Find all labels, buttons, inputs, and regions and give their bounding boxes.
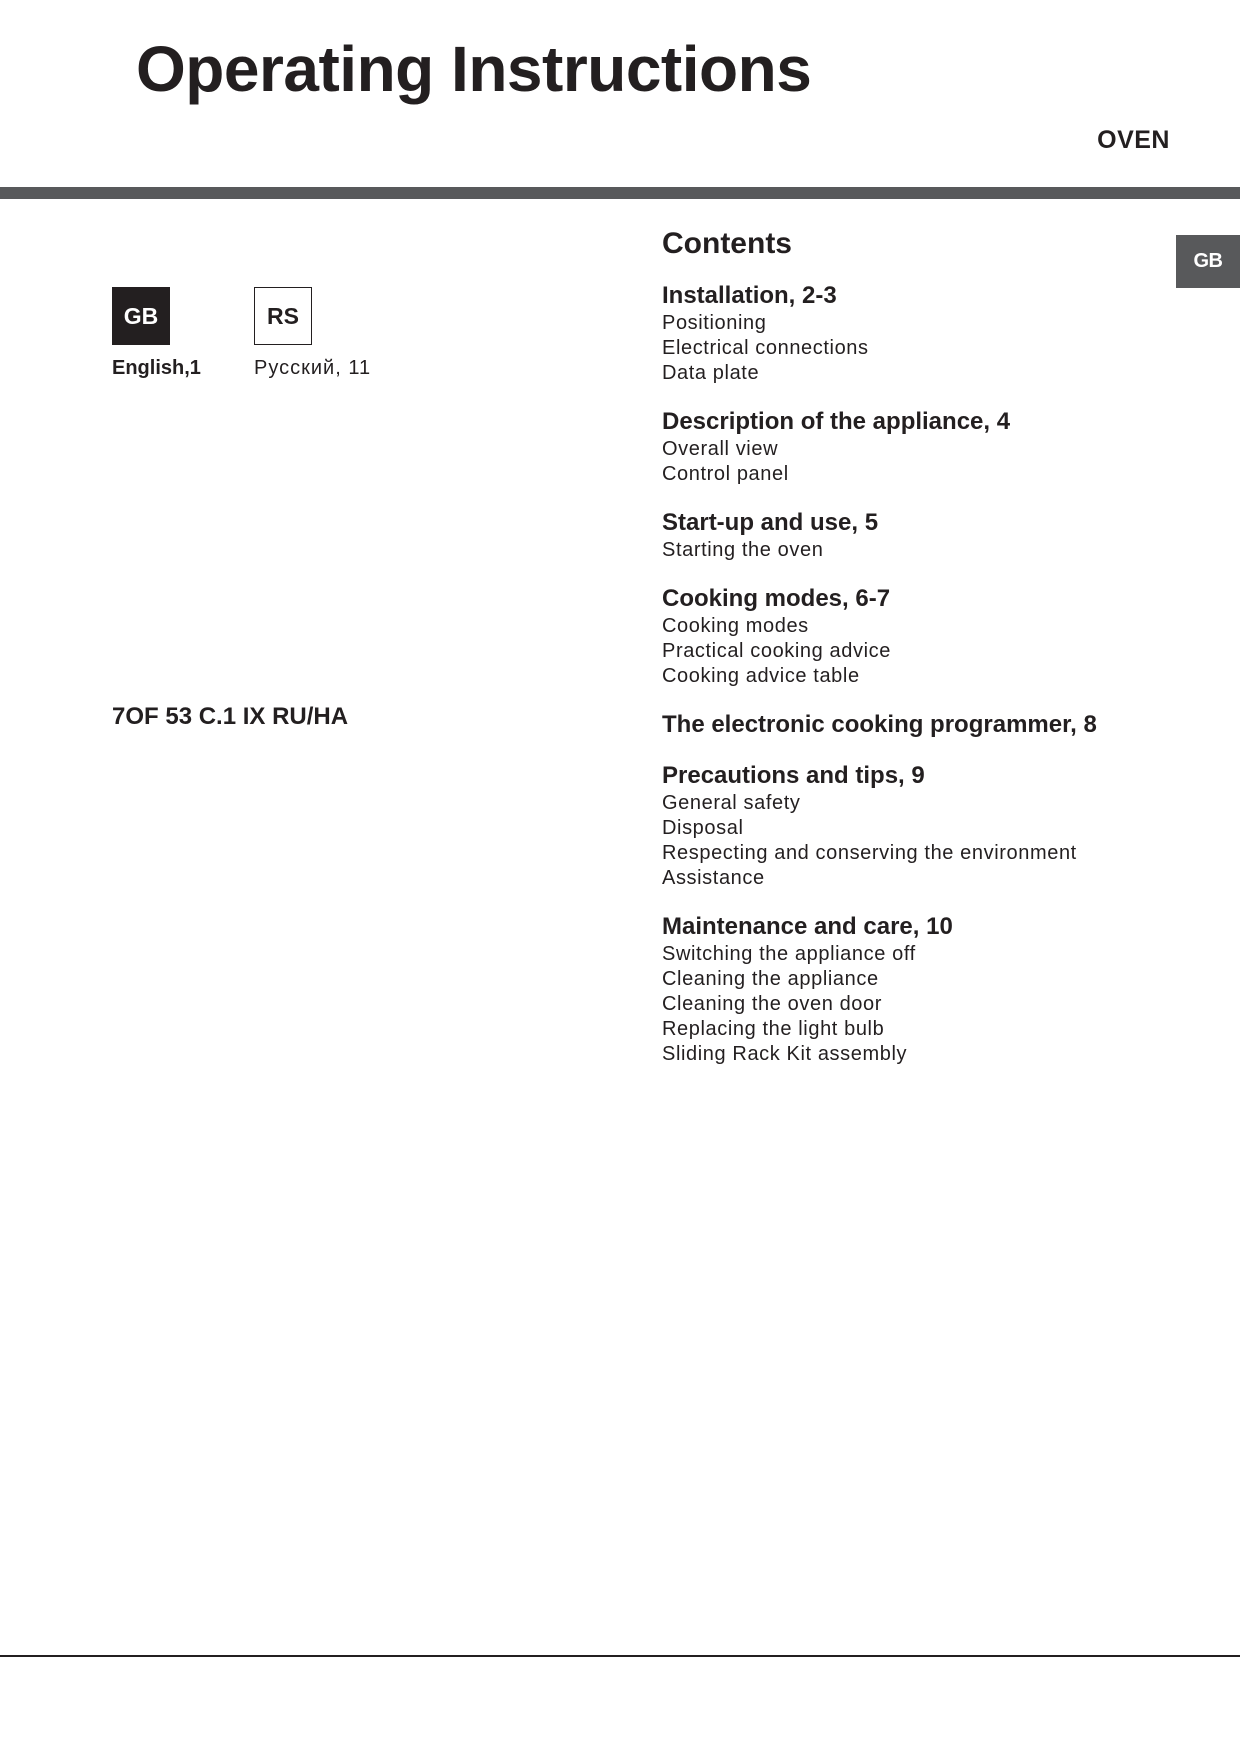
toc-section	[662, 281, 1162, 386]
header-divider	[0, 187, 1240, 199]
toc-subitem[interactable]: Control panel	[662, 463, 789, 485]
toc-subitem[interactable]: Cleaning the appliance	[662, 968, 879, 990]
language-label: English,1	[112, 357, 201, 379]
toc-subitem[interactable]: Disposal	[662, 817, 744, 839]
language-side-tab: GB	[1176, 235, 1240, 288]
toc-subitem[interactable]: Sliding Rack Kit assembly	[662, 1043, 908, 1065]
toc-subitem[interactable]: Cleaning the oven door	[662, 993, 883, 1015]
toc-section-title[interactable]: Start-up and use, 5	[662, 509, 879, 536]
toc-section	[662, 584, 1162, 689]
toc-section	[662, 761, 1162, 891]
toc-section	[662, 508, 1162, 563]
toc-section-title[interactable]: The electronic cooking programmer, 8	[662, 711, 1097, 738]
toc-subitem[interactable]: General safety	[662, 792, 801, 814]
toc-section-title[interactable]: Cooking modes, 6-7	[662, 585, 891, 612]
toc-section	[662, 407, 1162, 487]
toc-subitem[interactable]: Cooking modes	[662, 615, 809, 637]
toc-sections	[662, 281, 1162, 1067]
toc-section-title[interactable]: Precautions and tips, 9	[662, 762, 925, 789]
toc-subitem[interactable]: Practical cooking advice	[662, 640, 891, 662]
toc-section-title[interactable]: Maintenance and care, 10	[662, 913, 953, 940]
toc-section-title[interactable]: Description of the appliance, 4	[662, 408, 1011, 435]
toc-subitem[interactable]: Respecting and conserving the environment	[662, 842, 1077, 864]
footer-divider	[0, 1655, 1240, 1657]
table-of-contents	[662, 226, 1162, 1088]
toc-section	[662, 710, 1162, 740]
toc-subitem[interactable]: Data plate	[662, 362, 760, 384]
toc-subitem[interactable]: Replacing the light bulb	[662, 1018, 885, 1040]
toc-section-title[interactable]: Installation, 2-3	[662, 282, 837, 309]
toc-subitem[interactable]: Switching the appliance off	[662, 943, 916, 965]
toc-subitem[interactable]: Assistance	[662, 867, 765, 889]
document-title: Operating Instructions	[136, 33, 812, 105]
language-label: Русский, 11	[254, 357, 372, 379]
product-label: OVEN	[1097, 126, 1170, 154]
toc-section	[662, 912, 1162, 1067]
language-link-english[interactable]	[112, 287, 201, 380]
language-link-russian[interactable]	[254, 287, 371, 380]
toc-subitem[interactable]: Overall view	[662, 438, 779, 460]
model-number: 7OF 53 C.1 IX RU/HA	[112, 703, 349, 730]
language-code-badge: GB	[112, 287, 170, 345]
toc-subitem[interactable]: Starting the oven	[662, 539, 824, 561]
toc-subitem[interactable]: Electrical connections	[662, 337, 869, 359]
toc-subitem[interactable]: Cooking advice table	[662, 665, 860, 687]
language-code-badge: RS	[254, 287, 312, 345]
toc-subitem[interactable]: Positioning	[662, 312, 767, 334]
contents-heading: Contents	[662, 227, 792, 260]
